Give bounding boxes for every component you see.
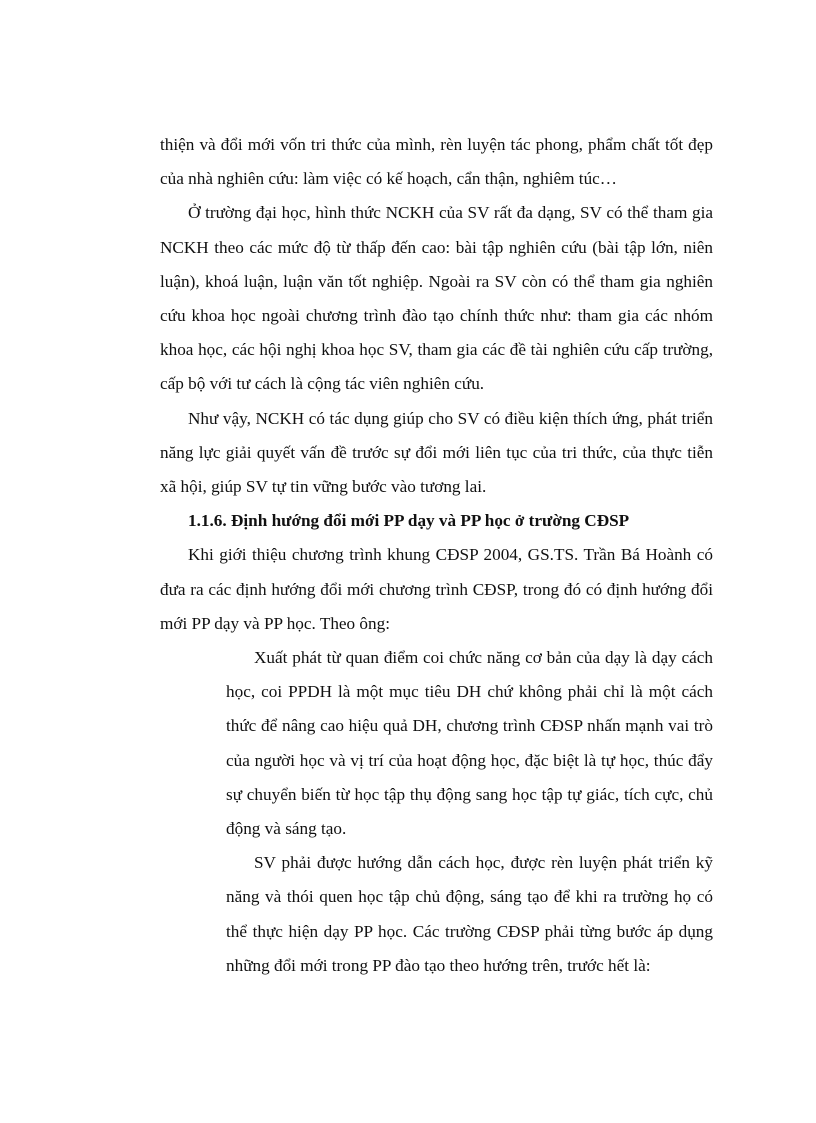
section-heading: 1.1.6. Định hướng đổi mới PP dạy và PP học ở trường CĐSP: [188, 511, 630, 531]
paragraph-research-benefits: Như vậy, NCKH có tác dụng giúp cho SV có điều kiện thích ứng, phát triển năng lực giải quyết vấn đề trước sự đổi mới liên tục của tri thức, của thực tiễn xã hội, giúp SV tự tin vững bước vào tương lai.: [160, 408, 713, 497]
paragraph-intro: Khi giới thiệu chương trình khung CĐSP 2004, GS.TS. Trần Bá Hoành có đưa ra các định hướng đổi mới chương trình CĐSP, trong đó có định hướng đổi mới PP dạy và PP học. Theo ông:: [160, 545, 713, 633]
quote-paragraph-1: Xuất phát từ quan điểm coi chức năng cơ bản của dạy là dạy cách học, coi PPDH là một mục tiêu DH chứ không phải chỉ là một cách thức để nâng cao hiệu quả DH, chương trình CĐSP nhấn mạnh vai trò của người học và vị trí của hoạt động học, đặc biệt là tự học, thúc đẩy sự chuyển biến từ học tập thụ động sang học tập tự giác, tích cực, chủ động và sáng tạo.: [226, 648, 713, 839]
paragraph-continuation: thiện và đổi mới vốn tri thức của mình, rèn luyện tác phong, phẩm chất tốt đẹp của nhà nghiên cứu: làm việc có kế hoạch, cẩn thận, nghiêm túc…: [160, 135, 713, 189]
block-quote: [226, 641, 713, 983]
page-body: [160, 128, 713, 983]
quote-paragraph-2: SV phải được hướng dẫn cách học, được rèn luyện phát triển kỹ năng và thói quen học tập chủ động, sáng tạo để khi ra trường họ có thể thực hiện dạy PP học. Các trường CĐSP phải từng bước áp dụng những đổi mới trong PP đào tạo theo hướng trên, trước hết là:: [226, 853, 713, 975]
paragraph-research-forms: Ở trường đại học, hình thức NCKH của SV rất đa dạng, SV có thể tham gia NCKH theo các mức độ từ thấp đến cao: bài tập nghiên cứu (bài tập lớn, niên luận), khoá luận, luận văn tốt nghiệp. Ngoài ra SV còn có thể tham gia nghiên cứu khoa học ngoài chương trình đào tạo chính thức như: tham gia các nhóm khoa học, các hội nghị khoa học SV, tham gia các đề tài nghiên cứu cấp trường, cấp bộ với tư cách là cộng tác viên nghiên cứu.: [160, 203, 713, 394]
